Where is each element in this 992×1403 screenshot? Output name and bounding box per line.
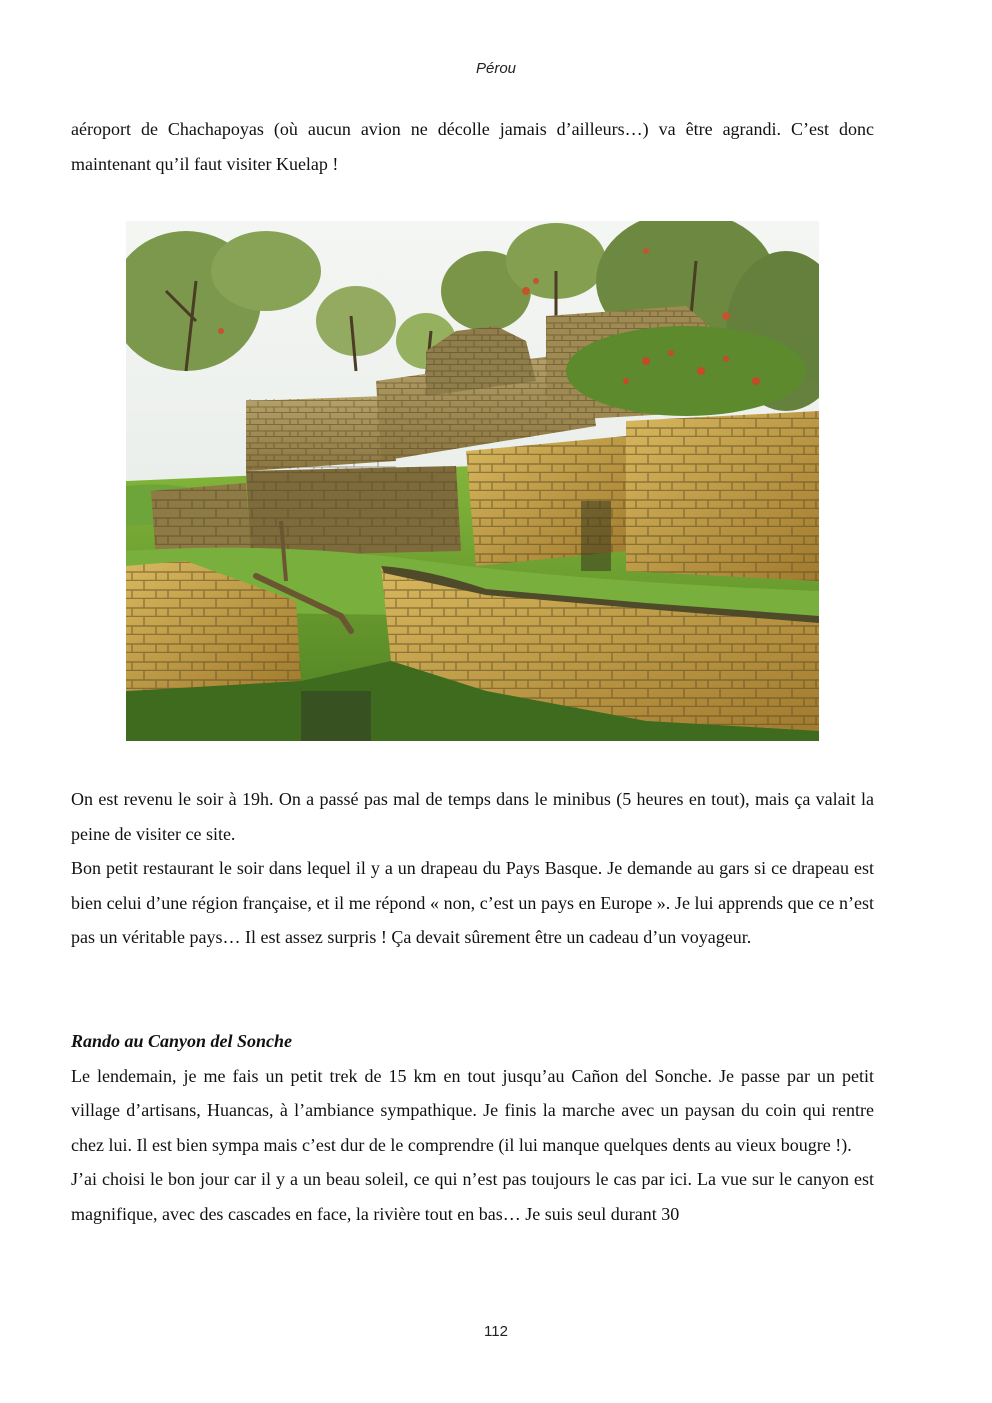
section-title: Rando au Canyon del Sonche [71,1031,293,1051]
paragraph: On est revenu le soir à 19h. On a passé pas mal de temps dans le minibus (5 heures en tout), mais ça valait la peine de visiter ce site. [71,789,874,844]
kuelap-ruins-photo [126,221,819,741]
paragraph: Bon petit restaurant le soir dans lequel il y a un drapeau du Pays Basque. Je demande au gars si ce drapeau est bien celui d’une région française, et il me répond « non, c’est un pays en Europe ». Je lui apprends que ce n’est pas un véritable pays… Il est assez surpris ! Ça devait sûrement être un cadeau d’un voyageur. [71,858,874,947]
text-block-bottom [71,1024,874,1231]
page-number: 112 [484,1323,508,1340]
paragraph: aéroport de Chachapoyas (où aucun avion ne décolle jamais d’ailleurs…) va être agrandi. C’est donc maintenant qu’il faut visiter Kuelap ! [71,119,874,174]
running-header: Pérou [475,60,517,77]
text-block-top [71,112,874,181]
paragraph: J’ai choisi le bon jour car il y a un beau soleil, ce qui n’est pas toujours le cas par ici. La vue sur le canyon est magnifique, avec des cascades en face, la rivière tout en bas… Je suis seul durant 30 [71,1169,874,1224]
paragraph: Le lendemain, je me fais un petit trek de 15 km en tout jusqu’au Cañon del Sonche. Je passe par un petit village d’artisans, Huancas, à l’ambiance sympathique. Je finis la marche avec un paysan du coin qui rentre chez lui. Il est bien sympa mais c’est dur de le comprendre (il lui manque quelques dents au vieux bougre !). [71,1065,874,1155]
text-block-middle [71,782,874,955]
